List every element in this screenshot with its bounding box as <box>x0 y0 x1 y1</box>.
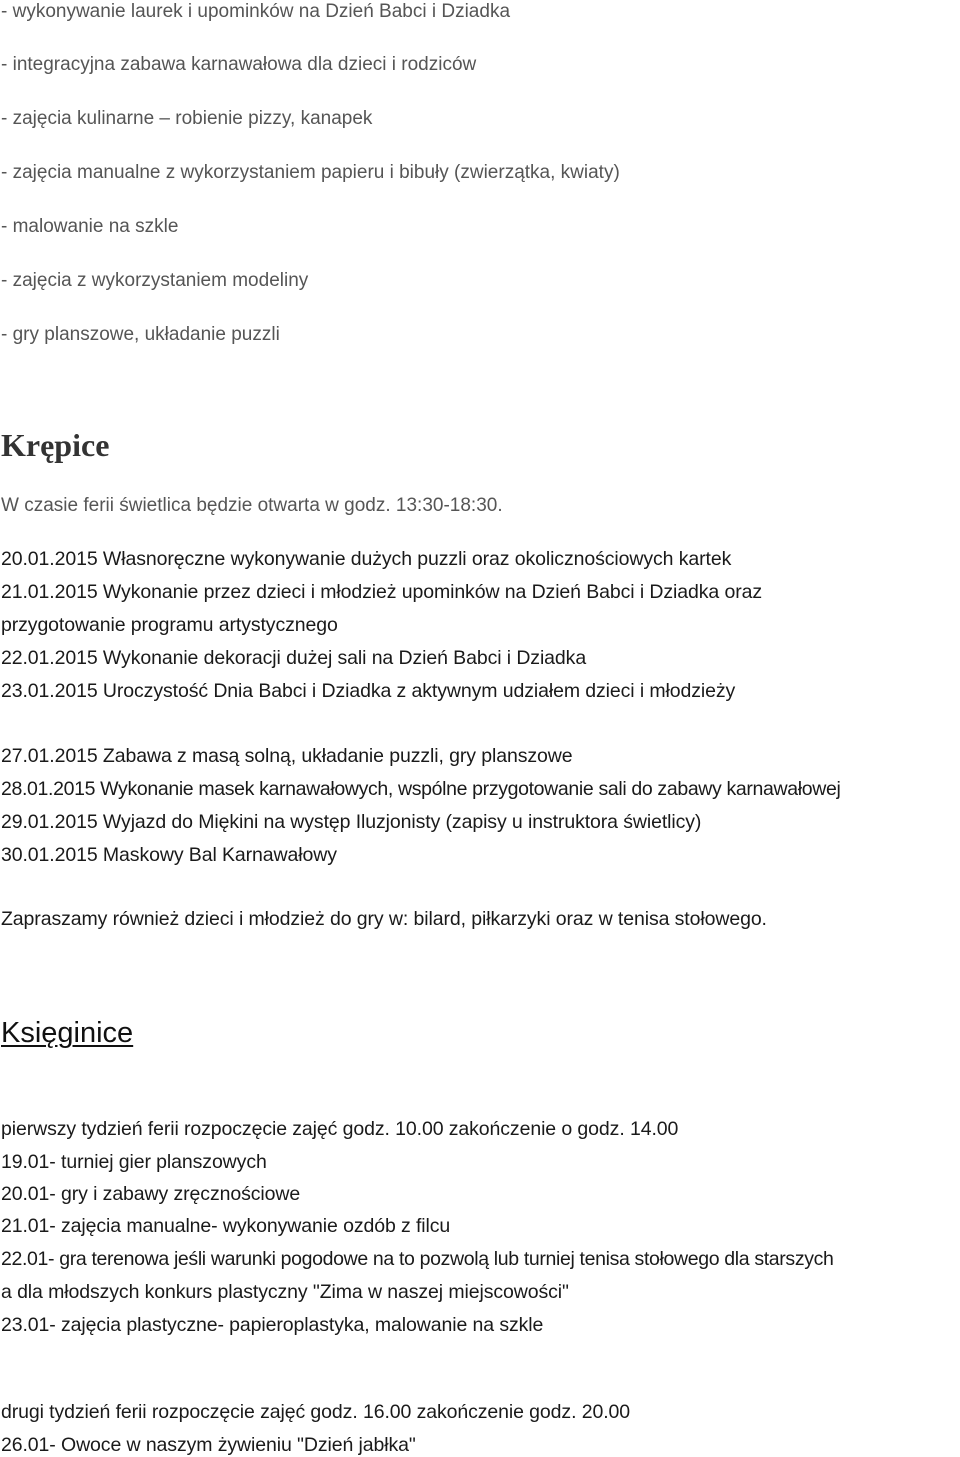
activity-item: - zajęcia z wykorzystaniem modeliny <box>1 270 309 291</box>
schedule-entry: 22.01.2015 Wykonanie dekoracji dużej sali na Dzień Babci i Dziadka <box>1 647 587 669</box>
schedule-entry: 21.01.2015 Wykonanie przez dzieci i młodzież upominków na Dzień Babci i Dziadka oraz <box>1 581 762 603</box>
week1-item: 21.01- zajęcia manualne- wykonywanie ozdób z filcu <box>1 1215 451 1237</box>
activity-item: - malowanie na szkle <box>1 216 179 237</box>
activity-item: - zajęcia manualne z wykorzystaniem papieru i bibuły (zwierzątka, kwiaty) <box>1 162 620 183</box>
schedule-entry: 20.01.2015 Własnoręczne wykonywanie dużych puzzli oraz okolicznościowych kartek <box>1 548 732 570</box>
week1-item: 23.01- zajęcia plastyczne- papieroplastyka, malowanie na szkle <box>1 1314 544 1336</box>
schedule-entry: 29.01.2015 Wyjazd do Miękini na występ Iluzjonisty (zapisy u instruktora świetlicy) <box>1 811 702 833</box>
week1-item: 22.01- gra terenowa jeśli warunki pogodowe na to pozwolą lub turniej tenisa stołowego dla starszych <box>1 1248 834 1270</box>
schedule-entry: 27.01.2015 Zabawa z masą solną, układanie puzzli, gry planszowe <box>1 745 573 767</box>
week1-item-continuation: a dla młodszych konkurs plastyczny "Zima w naszej miejscowości" <box>1 1281 569 1303</box>
krepice-opening-hours: W czasie ferii świetlica będzie otwarta w godz. 13:30-18:30. <box>1 495 503 516</box>
activity-item: - zajęcia kulinarne – robienie pizzy, kanapek <box>1 108 373 129</box>
schedule-entry-continuation: przygotowanie programu artystycznego <box>1 614 338 636</box>
week2-item: 26.01- Owoce w naszym żywieniu "Dzień jabłka" <box>1 1434 416 1456</box>
week2-intro: drugi tydzień ferii rozpoczęcie zajęć godz. 16.00 zakończenie godz. 20.00 <box>1 1401 631 1423</box>
section-heading-krepice: Krępice <box>1 427 110 463</box>
activity-item: - gry planszowe, układanie puzzli <box>1 324 280 345</box>
krepice-invitation: Zapraszamy również dzieci i młodzież do gry w: bilard, piłkarzyki oraz w tenisa stołowego. <box>1 908 767 930</box>
week1-intro: pierwszy tydzień ferii rozpoczęcie zajęć godz. 10.00 zakończenie o godz. 14.00 <box>1 1118 679 1140</box>
activity-item: - integracyjna zabawa karnawałowa dla dzieci i rodziców <box>1 54 477 75</box>
schedule-entry: 23.01.2015 Uroczystość Dnia Babci i Dziadka z aktywnym udziałem dzieci i młodzieży <box>1 680 736 702</box>
schedule-entry: 28.01.2015 Wykonanie masek karnawałowych, wspólne przygotowanie sali do zabawy karnawałowej <box>1 778 841 800</box>
section-heading-ksieginice: Księginice <box>1 1017 134 1049</box>
activity-item: - wykonywanie laurek i upominków na Dzień Babci i Dziadka <box>1 1 511 22</box>
schedule-entry: 30.01.2015 Maskowy Bal Karnawałowy <box>1 844 337 866</box>
week1-item: 20.01- gry i zabawy zręcznościowe <box>1 1183 301 1205</box>
week1-item: 19.01- turniej gier planszowych <box>1 1151 267 1173</box>
